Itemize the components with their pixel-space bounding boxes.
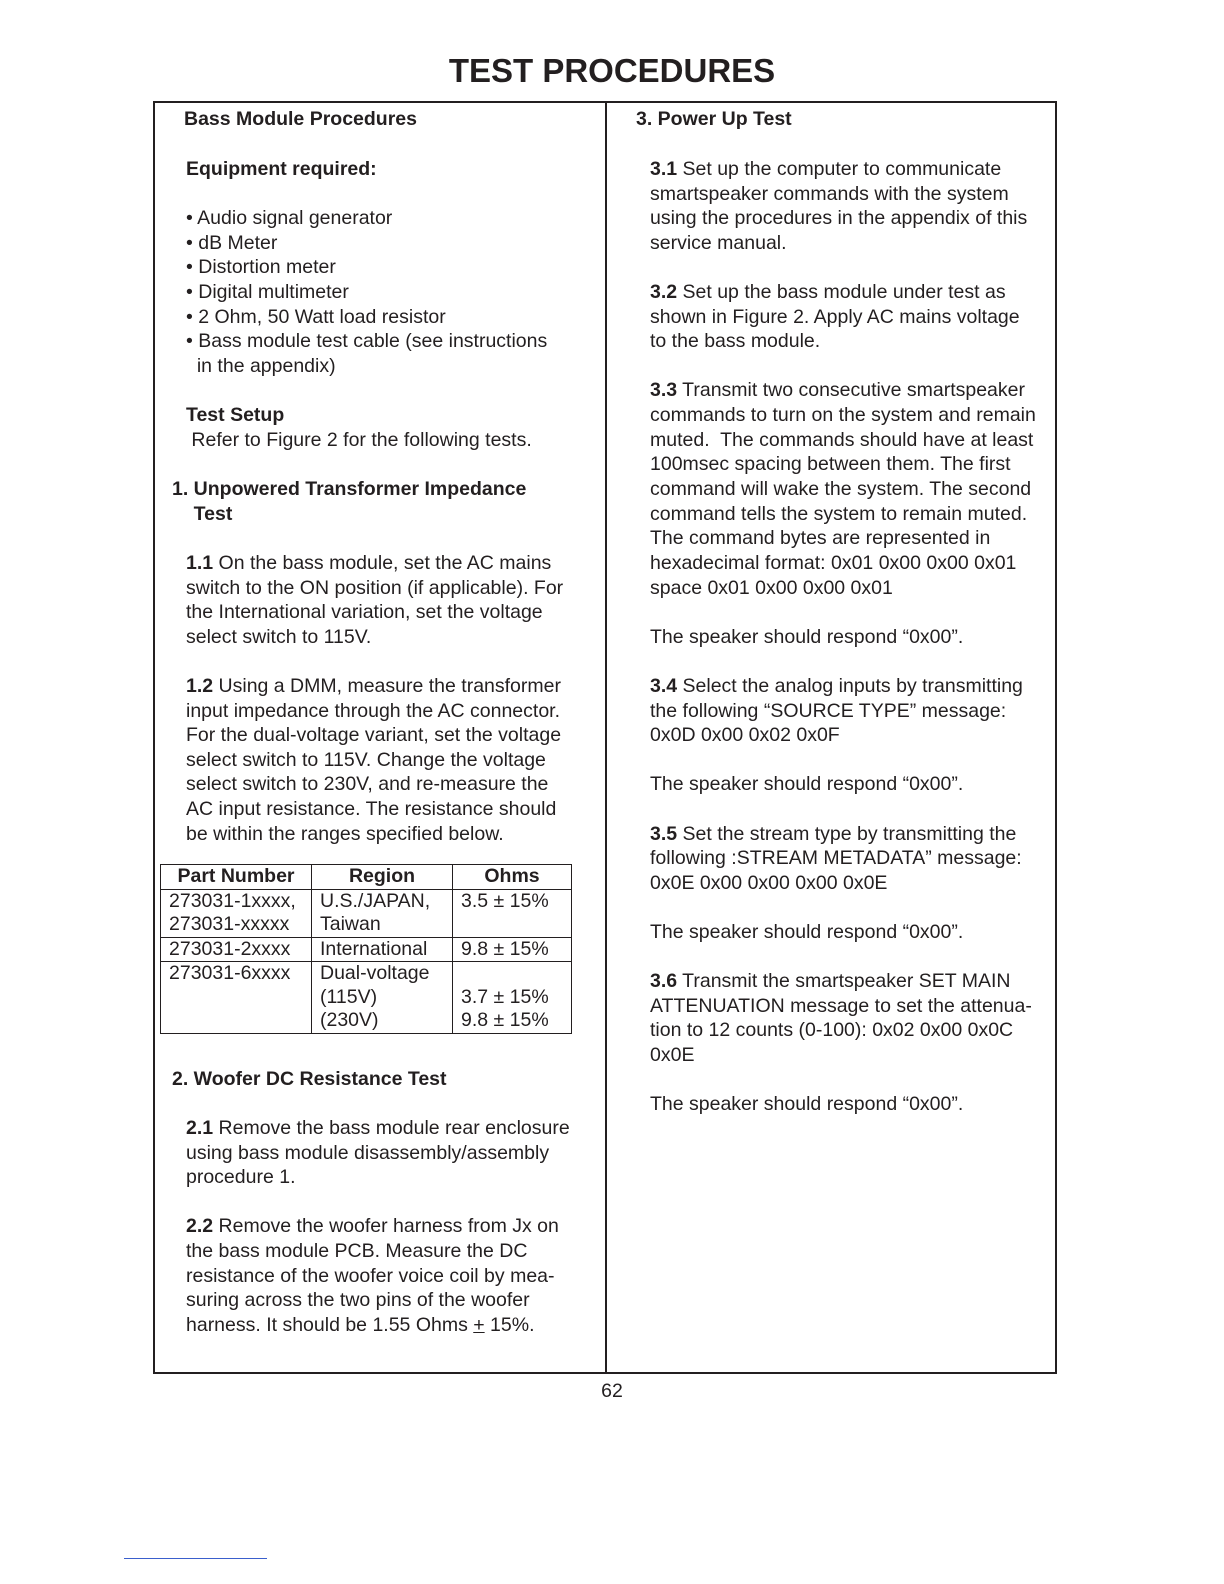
table-header: Ohms xyxy=(453,865,572,890)
step-3-3-number: 3.3 xyxy=(650,379,678,401)
table-row xyxy=(161,889,572,937)
column-divider xyxy=(605,103,607,1372)
step-1-1-number: 1.1 xyxy=(186,552,214,574)
step-3-4-line: the following “SOURCE TYPE” message: xyxy=(650,700,1007,722)
step-3-4-number: 3.4 xyxy=(650,675,678,697)
test-setup-heading: Test Setup xyxy=(186,404,285,426)
speaker-response: The speaker should respond “0x00”. xyxy=(650,626,964,648)
step-3-5-line: 0x0E 0x00 0x00 0x00 0x0E xyxy=(650,872,888,894)
test-setup-text: Refer to Figure 2 for the following tests. xyxy=(186,429,532,451)
step-3-3-line: commands to turn on the system and remain xyxy=(650,404,1036,426)
page-number: 62 xyxy=(601,1380,623,1402)
equipment-item: • Digital multimeter xyxy=(186,281,349,303)
table-header-row xyxy=(161,865,572,890)
step-3-1-line: using the procedures in the appendix of this xyxy=(650,207,1028,229)
impedance-table xyxy=(160,864,572,1034)
step-3-6-line: tion to 12 counts (0-100): 0x02 0x00 0x0C xyxy=(650,1019,1014,1041)
table-cell: 9.8 ± 15% xyxy=(453,937,572,962)
equipment-item: in the appendix) xyxy=(186,355,336,377)
equipment-item: • dB Meter xyxy=(186,232,278,254)
step-3-5-line: following :STREAM METADATA” message: xyxy=(650,847,1022,869)
step-1-2-line: For the dual-voltage variant, set the voltage xyxy=(186,724,562,746)
step-2-1-line: using bass module disassembly/assembly xyxy=(186,1142,550,1164)
equipment-item: • 2 Ohm, 50 Watt load resistor xyxy=(186,306,446,328)
step-3-2-line: shown in Figure 2. Apply AC mains voltage xyxy=(650,306,1020,328)
step-1-2-line: select switch to 230V, and re-measure the xyxy=(186,773,549,795)
step-3-3-line: muted. The commands should have at least xyxy=(650,429,1034,451)
step-3-5-line: 3.5 Set the stream type by transmitting the xyxy=(650,823,1017,845)
step-2-2-line: 2.2 Remove the woofer harness from Jx on xyxy=(186,1215,559,1237)
step-1-1-line: switch to the ON position (if applicable). For xyxy=(186,577,564,599)
step-1-2-number: 1.2 xyxy=(186,675,214,697)
step-3-1-line: service manual. xyxy=(650,232,787,254)
step-1-1-line: select switch to 115V. xyxy=(186,626,372,648)
step-3-3-line: space 0x01 0x00 0x00 0x01 xyxy=(650,577,893,599)
step-3-3-line: command will wake the system. The second xyxy=(650,478,1032,500)
step-1-1-line: the International variation, set the voltage xyxy=(186,601,543,623)
step-1-1-line: 1.1 On the bass module, set the AC mains xyxy=(186,552,552,574)
step-2-1-line: 2.1 Remove the bass module rear enclosure xyxy=(186,1117,570,1139)
speaker-response: The speaker should respond “0x00”. xyxy=(650,921,964,943)
step-2-2-line: resistance of the woofer voice coil by mea- xyxy=(186,1265,555,1287)
step-3-4-line: 0x0D 0x00 0x02 0x0F xyxy=(650,724,840,746)
section-1-heading-cont: Test xyxy=(172,503,233,525)
speaker-response: The speaker should respond “0x00”. xyxy=(650,773,964,795)
table-header: Part Number xyxy=(161,865,312,890)
section-1-heading: 1. Unpowered Transformer Impedance xyxy=(172,478,527,500)
step-3-5-number: 3.5 xyxy=(650,823,678,845)
step-1-2-line: AC input resistance. The resistance should xyxy=(186,798,557,820)
equipment-heading: Equipment required: xyxy=(186,158,377,180)
step-3-6-number: 3.6 xyxy=(650,970,678,992)
step-2-2-line: the bass module PCB. Measure the DC xyxy=(186,1240,528,1262)
equipment-item: • Bass module test cable (see instructions xyxy=(186,330,548,352)
step-2-2-line: harness. It should be 1.55 Ohms + 15%. xyxy=(186,1314,535,1336)
step-3-6-line: 0x0E xyxy=(650,1044,695,1066)
plus-minus-symbol: + xyxy=(473,1314,485,1336)
section-3-heading: 3. Power Up Test xyxy=(636,108,792,130)
step-3-2-number: 3.2 xyxy=(650,281,678,303)
step-3-2-line: 3.2 Set up the bass module under test as xyxy=(650,281,1006,303)
speaker-response: The speaker should respond “0x00”. xyxy=(650,1093,964,1115)
step-3-3-line: The command bytes are represented in xyxy=(650,527,991,549)
step-3-4-line: 3.4 Select the analog inputs by transmitting xyxy=(650,675,1023,697)
step-3-3-line: hexadecimal format: 0x01 0x00 0x00 0x01 xyxy=(650,552,1017,574)
table-row xyxy=(161,937,572,962)
step-3-1-line: 3.1 Set up the computer to communicate xyxy=(650,158,1002,180)
step-3-3-line: 100msec spacing between them. The first xyxy=(650,453,1011,475)
step-3-2-line: to the bass module. xyxy=(650,330,821,352)
table-cell: 273031-6xxxx xyxy=(161,962,312,1034)
step-1-2-line: input impedance through the AC connector. xyxy=(186,700,561,722)
table-cell: Dual-voltage (115V) (230V) xyxy=(312,962,453,1034)
step-3-6-line: 3.6 Transmit the smartspeaker SET MAIN xyxy=(650,970,1011,992)
section-2-heading: 2. Woofer DC Resistance Test xyxy=(172,1068,447,1090)
step-2-1-line: procedure 1. xyxy=(186,1166,296,1188)
step-2-2-number: 2.2 xyxy=(186,1215,214,1237)
step-3-1-number: 3.1 xyxy=(650,158,678,180)
table-cell: International xyxy=(312,937,453,962)
bass-module-heading: Bass Module Procedures xyxy=(184,108,417,130)
step-2-1-number: 2.1 xyxy=(186,1117,214,1139)
step-1-2-line: select switch to 115V. Change the voltage xyxy=(186,749,546,771)
table-cell: 3.7 ± 15% 9.8 ± 15% xyxy=(453,962,572,1034)
page-title: TEST PROCEDURES xyxy=(448,52,776,89)
table-cell: 273031-1xxxx, 273031-xxxxx xyxy=(161,889,312,937)
equipment-item: • Distortion meter xyxy=(186,256,336,278)
step-3-3-line: command tells the system to remain muted. xyxy=(650,503,1028,525)
table-row xyxy=(161,962,572,1034)
step-1-2-line: be within the ranges specified below. xyxy=(186,823,504,845)
step-3-6-line: ATTENUATION message to set the attenua- xyxy=(650,995,1032,1017)
footer-rule xyxy=(124,1558,267,1559)
step-3-3-line: 3.3 Transmit two consecutive smartspeaker xyxy=(650,379,1025,401)
table-cell: 273031-2xxxx xyxy=(161,937,312,962)
step-3-1-line: smartspeaker commands with the system xyxy=(650,183,1009,205)
table-cell: 3.5 ± 15% xyxy=(453,889,572,937)
equipment-item: • Audio signal generator xyxy=(186,207,393,229)
table-cell: U.S./JAPAN, Taiwan xyxy=(312,889,453,937)
step-1-2-line: 1.2 Using a DMM, measure the transformer xyxy=(186,675,561,697)
table-header: Region xyxy=(312,865,453,890)
step-2-2-line: suring across the two pins of the woofer xyxy=(186,1289,530,1311)
